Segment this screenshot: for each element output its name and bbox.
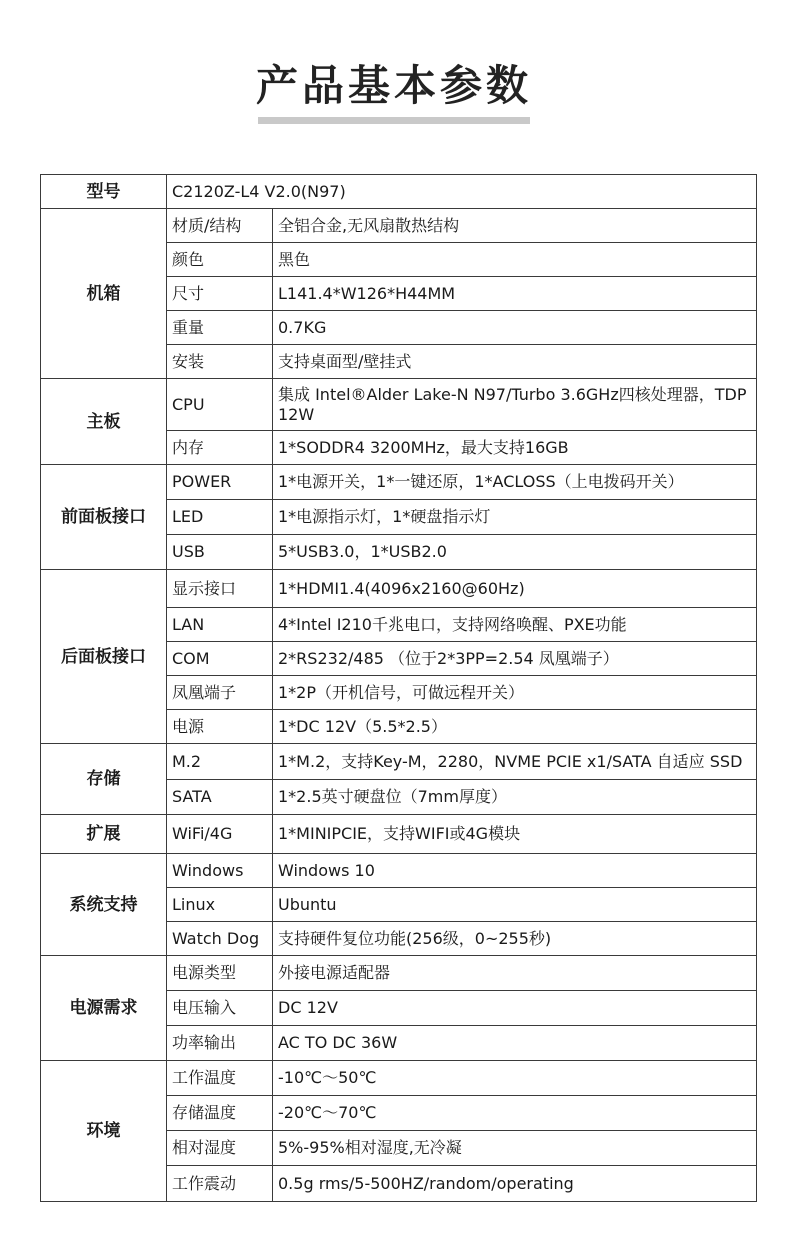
row-label: Windows bbox=[167, 854, 273, 888]
row-label: LAN bbox=[167, 608, 273, 642]
model-value: C2120Z-L4 V2.0(N97) bbox=[167, 175, 757, 209]
spec-table bbox=[40, 174, 757, 1202]
row-value: 1*DC 12V（5.5*2.5） bbox=[273, 710, 757, 744]
row-label: 凤凰端子 bbox=[167, 676, 273, 710]
spec-row bbox=[41, 854, 757, 888]
group-label: 后面板接口 bbox=[41, 570, 167, 744]
spec-row bbox=[41, 744, 757, 780]
row-label: 电源 bbox=[167, 710, 273, 744]
spec-row bbox=[41, 465, 757, 500]
group-label: 扩展 bbox=[41, 815, 167, 854]
row-label: 电压输入 bbox=[167, 991, 273, 1026]
row-value: 1*SODDR4 3200MHz，最大支持16GB bbox=[273, 431, 757, 465]
row-value: 黑色 bbox=[273, 243, 757, 277]
row-value: 2*RS232/485 （位于2*3PP=2.54 凤凰端子） bbox=[273, 642, 757, 676]
row-value: 1*HDMI1.4(4096x2160@60Hz) bbox=[273, 570, 757, 608]
row-value: DC 12V bbox=[273, 991, 757, 1026]
row-value: 1*2P（开机信号，可做远程开关） bbox=[273, 676, 757, 710]
row-label: USB bbox=[167, 535, 273, 570]
title-underline bbox=[258, 117, 530, 124]
row-label: 安装 bbox=[167, 345, 273, 379]
row-label: SATA bbox=[167, 780, 273, 815]
row-value: 全铝合金,无风扇散热结构 bbox=[273, 209, 757, 243]
group-label: 环境 bbox=[41, 1061, 167, 1202]
group-label: 前面板接口 bbox=[41, 465, 167, 570]
row-value: Windows 10 bbox=[273, 854, 757, 888]
group-label: 机箱 bbox=[41, 209, 167, 379]
row-value: AC TO DC 36W bbox=[273, 1026, 757, 1061]
row-label: CPU bbox=[167, 379, 273, 431]
row-label: 显示接口 bbox=[167, 570, 273, 608]
row-value: 1*M.2，支持Key-M，2280，NVME PCIE x1/SATA 自适应 SSD bbox=[273, 744, 757, 780]
spec-row bbox=[41, 209, 757, 243]
row-value: 外接电源适配器 bbox=[273, 956, 757, 991]
row-value: 支持桌面型/壁挂式 bbox=[273, 345, 757, 379]
row-value: Ubuntu bbox=[273, 888, 757, 922]
group-label: 主板 bbox=[41, 379, 167, 465]
model-label: 型号 bbox=[41, 175, 167, 209]
row-value: 集成 Intel®Alder Lake-N N97/Turbo 3.6GHz四核处理器，TDP 12W bbox=[273, 379, 757, 431]
row-value: -10℃～50℃ bbox=[273, 1061, 757, 1096]
row-label: 颜色 bbox=[167, 243, 273, 277]
row-value: 1*MINIPCIE，支持WIFI或4G模块 bbox=[273, 815, 757, 854]
group-label: 系统支持 bbox=[41, 854, 167, 956]
row-label: LED bbox=[167, 500, 273, 535]
row-label: Watch Dog bbox=[167, 922, 273, 956]
row-label: WiFi/4G bbox=[167, 815, 273, 854]
row-value: 1*2.5英寸硬盘位（7mm厚度） bbox=[273, 780, 757, 815]
row-value: 1*电源开关，1*一键还原，1*ACLOSS（上电拨码开关） bbox=[273, 465, 757, 500]
spec-row bbox=[41, 956, 757, 991]
page-title: 产品基本参数 bbox=[255, 61, 532, 110]
model-row bbox=[41, 175, 757, 209]
row-value: 5%-95%相对湿度,无冷凝 bbox=[273, 1131, 757, 1166]
row-value: 0.5g rms/5-500HZ/random/operating bbox=[273, 1166, 757, 1202]
spec-row bbox=[41, 1061, 757, 1096]
row-label: Linux bbox=[167, 888, 273, 922]
row-label: 功率输出 bbox=[167, 1026, 273, 1061]
row-label: 尺寸 bbox=[167, 277, 273, 311]
row-label: 工作震动 bbox=[167, 1166, 273, 1202]
row-value: 5*USB3.0，1*USB2.0 bbox=[273, 535, 757, 570]
spec-row bbox=[41, 815, 757, 854]
row-label: 重量 bbox=[167, 311, 273, 345]
row-label: 相对湿度 bbox=[167, 1131, 273, 1166]
group-label: 存储 bbox=[41, 744, 167, 815]
row-value: 1*电源指示灯，1*硬盘指示灯 bbox=[273, 500, 757, 535]
row-value: 0.7KG bbox=[273, 311, 757, 345]
row-label: 电源类型 bbox=[167, 956, 273, 991]
row-value: 支持硬件复位功能(256级，0~255秒) bbox=[273, 922, 757, 956]
row-value: 4*Intel I210千兆电口，支持网络唤醒、PXE功能 bbox=[273, 608, 757, 642]
row-label: 内存 bbox=[167, 431, 273, 465]
row-label: 工作温度 bbox=[167, 1061, 273, 1096]
row-label: POWER bbox=[167, 465, 273, 500]
spec-table-body bbox=[41, 175, 757, 1202]
row-label: 材质/结构 bbox=[167, 209, 273, 243]
group-label: 电源需求 bbox=[41, 956, 167, 1061]
row-value: L141.4*W126*H44MM bbox=[273, 277, 757, 311]
spec-row bbox=[41, 570, 757, 608]
row-label: 存储温度 bbox=[167, 1096, 273, 1131]
row-label: COM bbox=[167, 642, 273, 676]
row-label: M.2 bbox=[167, 744, 273, 780]
row-value: -20℃～70℃ bbox=[273, 1096, 757, 1131]
spec-row bbox=[41, 379, 757, 431]
